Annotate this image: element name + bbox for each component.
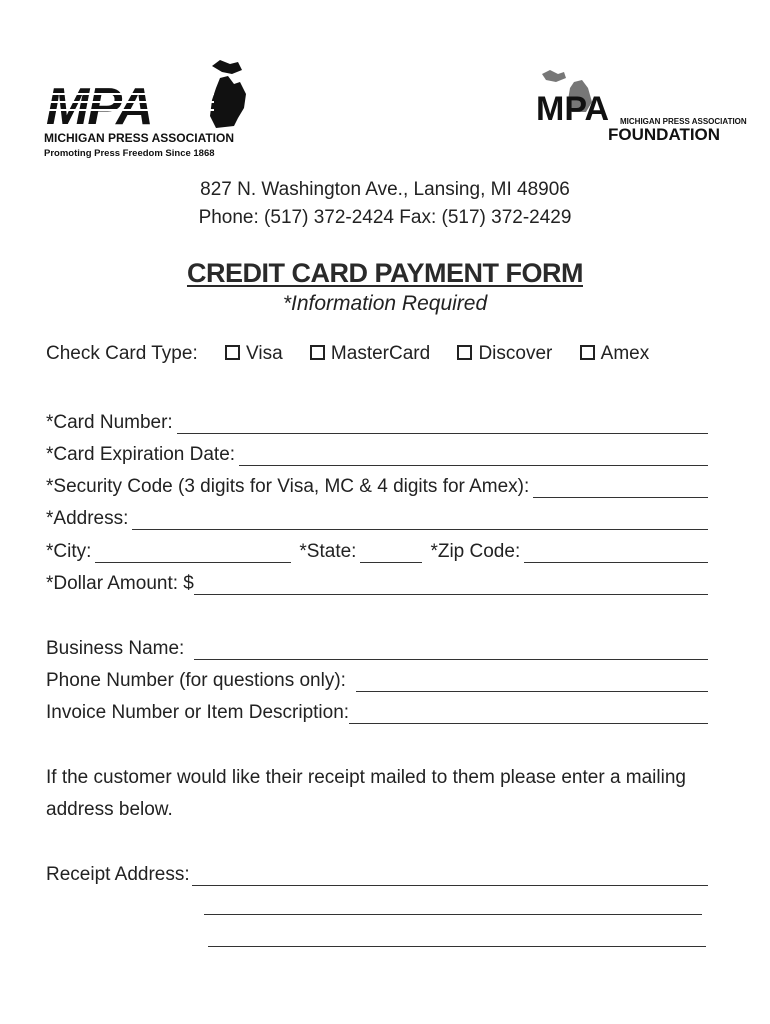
checkbox-icon[interactable] bbox=[457, 345, 472, 360]
address-input[interactable] bbox=[132, 511, 708, 530]
phone-number-input[interactable] bbox=[356, 673, 708, 692]
checkbox-icon[interactable] bbox=[310, 345, 325, 360]
field-label: Business Name: bbox=[46, 638, 185, 659]
logo-association-name: MICHIGAN PRESS ASSOCIATION bbox=[44, 131, 235, 145]
logo-association-name: MICHIGAN PRESS ASSOCIATION bbox=[620, 117, 747, 126]
address-field bbox=[46, 504, 708, 530]
receipt-address-input-line-1[interactable] bbox=[192, 867, 708, 886]
required-note: *Information Required bbox=[282, 292, 488, 315]
field-label: Invoice Number or Item Description: bbox=[46, 702, 350, 723]
checkbox-icon[interactable] bbox=[580, 345, 595, 360]
card-number-field bbox=[46, 408, 708, 434]
invoice-field bbox=[46, 698, 708, 724]
dollar-amount-input[interactable] bbox=[194, 576, 708, 595]
card-option-mastercard[interactable] bbox=[310, 343, 430, 365]
card-option-discover[interactable] bbox=[457, 343, 552, 365]
security-code-input[interactable] bbox=[533, 479, 708, 498]
field-label: Receipt Address: bbox=[46, 864, 190, 885]
card-option-visa[interactable] bbox=[225, 343, 283, 365]
card-option-label: Amex bbox=[600, 343, 650, 364]
field-label: *Dollar Amount: $ bbox=[46, 573, 194, 594]
zip-label: *Zip Code: bbox=[430, 541, 521, 562]
street-address: 827 N. Washington Ave., Lansing, MI 48906 bbox=[200, 179, 570, 200]
state-label: *State: bbox=[299, 541, 357, 562]
business-name-field bbox=[46, 634, 708, 660]
phone-fax: Phone: (517) 372-2424 Fax: (517) 372-2429 bbox=[198, 207, 572, 228]
field-label: *Address: bbox=[46, 508, 129, 529]
expiration-field bbox=[46, 440, 708, 466]
field-label: Phone Number (for questions only): bbox=[46, 670, 346, 691]
card-number-input[interactable] bbox=[177, 415, 708, 434]
mpa-logo bbox=[44, 56, 254, 160]
logo-tagline: Promoting Press Freedom Since 1868 bbox=[44, 148, 215, 159]
logo-mark-text: MPA bbox=[46, 78, 152, 136]
dollar-amount-field bbox=[46, 569, 708, 595]
city-input[interactable] bbox=[95, 544, 291, 563]
mpa-foundation-logo bbox=[534, 68, 747, 144]
card-option-label: MasterCard bbox=[330, 343, 431, 364]
logo-mark-text: MPA bbox=[536, 90, 610, 128]
checkbox-icon[interactable] bbox=[225, 345, 240, 360]
phone-number-field bbox=[46, 666, 708, 692]
form-title: CREDIT CARD PAYMENT FORM bbox=[186, 258, 583, 288]
mpa-foundation-logo-graphic bbox=[534, 68, 747, 144]
business-name-input[interactable] bbox=[194, 641, 708, 660]
invoice-input[interactable] bbox=[349, 705, 708, 724]
card-type-row bbox=[46, 343, 649, 365]
card-option-label: Discover bbox=[478, 343, 553, 364]
receipt-address-input-line-2[interactable] bbox=[204, 914, 702, 915]
card-option-label: Visa bbox=[246, 343, 283, 364]
security-code-field bbox=[46, 472, 708, 498]
city-state-zip-row bbox=[46, 537, 708, 563]
logo-foundation-text: FOUNDATION bbox=[608, 125, 721, 144]
card-option-amex[interactable] bbox=[580, 343, 650, 365]
field-label: *Card Expiration Date: bbox=[46, 444, 236, 465]
card-type-label: Check Card Type: bbox=[46, 343, 198, 364]
field-label: *Card Number: bbox=[46, 412, 173, 433]
expiration-input[interactable] bbox=[239, 447, 708, 466]
state-input[interactable] bbox=[360, 544, 422, 563]
city-label: *City: bbox=[46, 541, 92, 562]
receipt-address-input-line-3[interactable] bbox=[208, 946, 706, 947]
field-label: *Security Code (3 digits for Visa, MC & 4 digits for Amex): bbox=[46, 476, 530, 497]
receipt-address-field bbox=[46, 860, 708, 886]
contact-info bbox=[0, 176, 770, 232]
receipt-instructions: If the customer would like their receipt mailed to them please enter a mailing address below. bbox=[46, 767, 686, 820]
zip-input[interactable] bbox=[524, 544, 708, 563]
mpa-logo-graphic bbox=[44, 56, 254, 160]
